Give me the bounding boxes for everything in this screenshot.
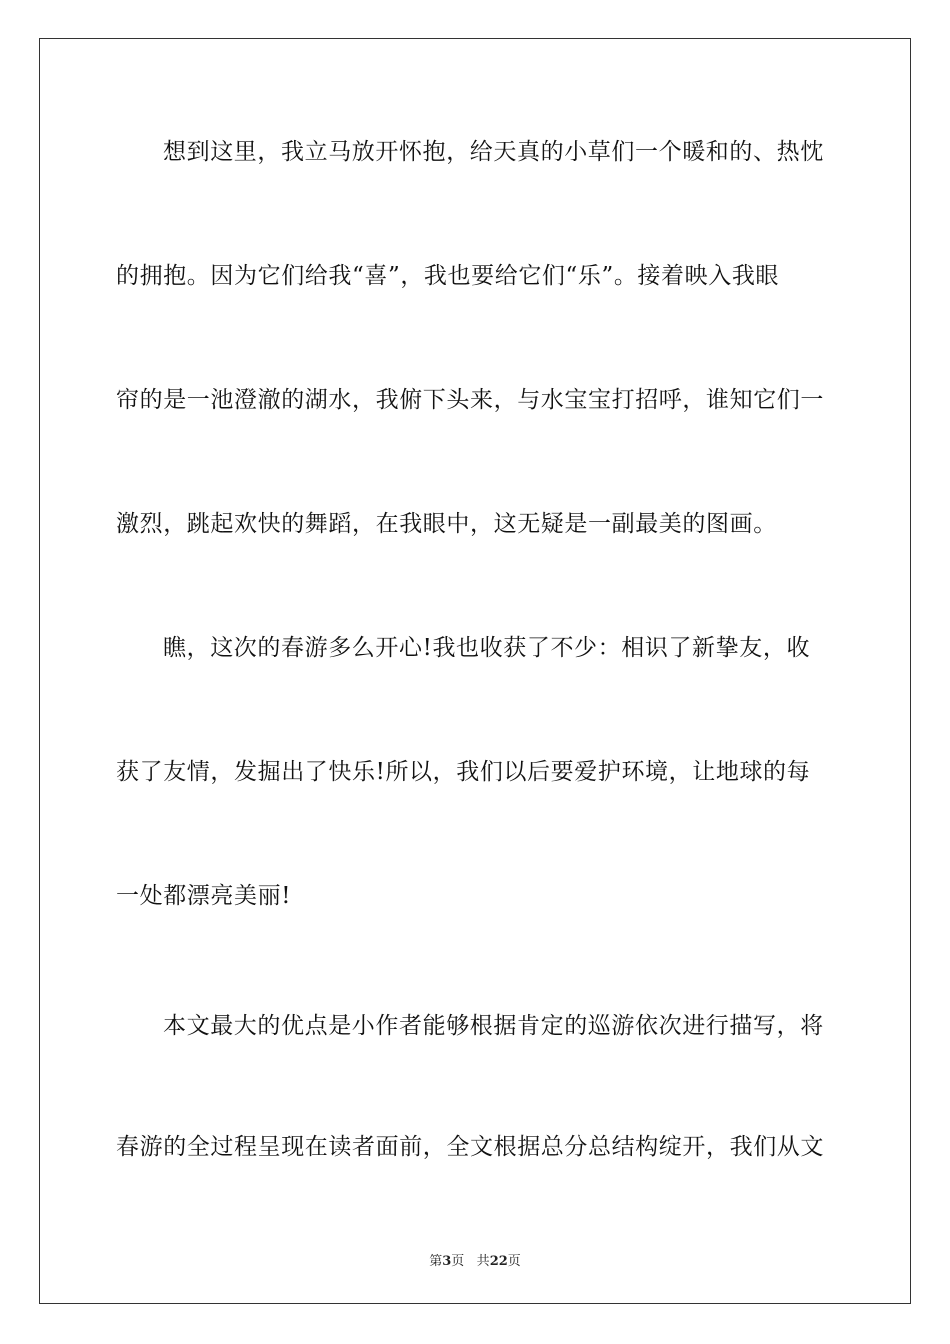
page-footer — [0, 1250, 950, 1269]
total-suffix: 页 — [507, 1254, 521, 1269]
body-text-line: 本文最大的优点是小作者能够根据肯定的巡游依次进行描写，将 — [163, 1013, 824, 1039]
body-text-line: 瞧，这次的春游多么开心!我也收获了不少：相识了新挚友，收 — [163, 635, 811, 661]
total-prefix: 共 — [476, 1254, 490, 1269]
body-text-line: 春游的全过程呈现在读者面前，全文根据总分总结构绽开，我们从文 — [116, 1134, 824, 1160]
body-text-line: 帘的是一池澄澈的湖水，我俯下头来，与水宝宝打招呼，谁知它们一 — [116, 387, 824, 413]
total-pages: 22 — [489, 1254, 508, 1269]
page-number: 3 — [442, 1254, 452, 1269]
body-text-line: 获了友情，发掘出了快乐!所以，我们以后要爱护环境，让地球的每 — [116, 759, 811, 785]
body-text-line: 激烈，跳起欢快的舞蹈，在我眼中，这无疑是一副最美的图画。 — [116, 511, 777, 537]
page-border — [39, 38, 911, 1304]
page-prefix: 第 — [429, 1254, 443, 1269]
body-text-line: 一处都漂亮美丽! — [116, 883, 292, 909]
page-suffix: 页 — [451, 1254, 465, 1269]
body-text-line: 的拥抱。因为它们给我“喜”，我也要给它们“乐”。接着映入我眼 — [116, 263, 780, 289]
body-text-line: 想到这里，我立马放开怀抱，给天真的小草们一个暖和的、热忱 — [163, 139, 824, 165]
